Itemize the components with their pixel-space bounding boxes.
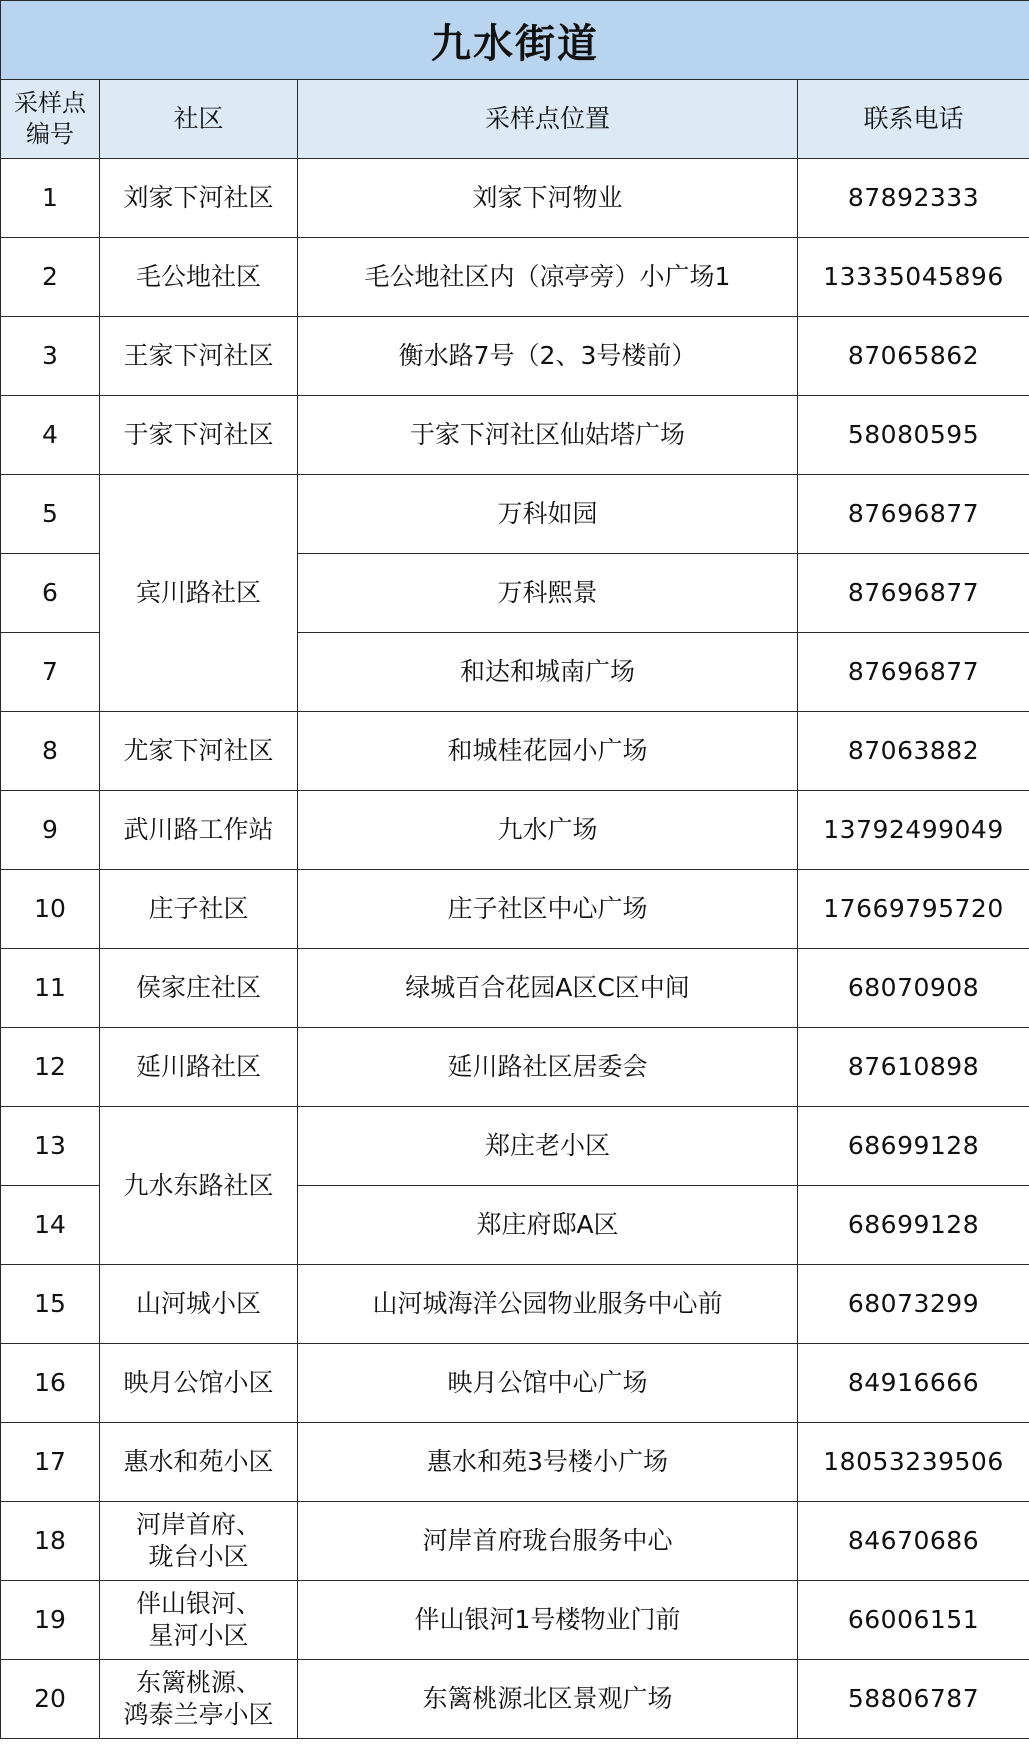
cell-community: 武川路工作站 bbox=[100, 791, 298, 870]
cell-community: 延川路社区 bbox=[100, 1028, 298, 1107]
table-row bbox=[1, 396, 1029, 475]
cell-location: 庄子社区中心广场 bbox=[298, 870, 798, 949]
cell-location: 东篱桃源北区景观广场 bbox=[298, 1660, 798, 1739]
cell-no: 1 bbox=[1, 159, 100, 238]
table-row bbox=[1, 712, 1029, 791]
cell-community: 山河城小区 bbox=[100, 1265, 298, 1344]
cell-phone: 13792499049 bbox=[798, 791, 1029, 870]
cell-phone: 68699128 bbox=[798, 1107, 1029, 1186]
cell-no: 3 bbox=[1, 317, 100, 396]
cell-location: 毛公地社区内（凉亭旁）小广场1 bbox=[298, 238, 798, 317]
table-row bbox=[1, 159, 1029, 238]
cell-no: 2 bbox=[1, 238, 100, 317]
header-location: 采样点位置 bbox=[298, 80, 798, 159]
cell-location: 万科熙景 bbox=[298, 554, 798, 633]
cell-no: 12 bbox=[1, 1028, 100, 1107]
cell-community: 侯家庄社区 bbox=[100, 949, 298, 1028]
cell-phone: 87892333 bbox=[798, 159, 1029, 238]
cell-phone: 87610898 bbox=[798, 1028, 1029, 1107]
cell-no: 19 bbox=[1, 1581, 100, 1660]
cell-no: 15 bbox=[1, 1265, 100, 1344]
cell-community: 映月公馆小区 bbox=[100, 1344, 298, 1423]
cell-phone: 58806787 bbox=[798, 1660, 1029, 1739]
title-row bbox=[1, 1, 1029, 80]
cell-community: 庄子社区 bbox=[100, 870, 298, 949]
cell-location: 万科如园 bbox=[298, 475, 798, 554]
cell-no: 17 bbox=[1, 1423, 100, 1502]
cell-location: 惠水和苑3号楼小广场 bbox=[298, 1423, 798, 1502]
table-row bbox=[1, 791, 1029, 870]
cell-phone: 87696877 bbox=[798, 475, 1029, 554]
cell-location: 郑庄老小区 bbox=[298, 1107, 798, 1186]
cell-location: 于家下河社区仙姑塔广场 bbox=[298, 396, 798, 475]
header-community: 社区 bbox=[100, 80, 298, 159]
table-row bbox=[1, 475, 1029, 554]
cell-location: 延川路社区居委会 bbox=[298, 1028, 798, 1107]
cell-community: 于家下河社区 bbox=[100, 396, 298, 475]
table-row bbox=[1, 1660, 1029, 1739]
header-row bbox=[1, 80, 1029, 159]
cell-no: 13 bbox=[1, 1107, 100, 1186]
cell-community: 九水东路社区 bbox=[100, 1107, 298, 1265]
cell-location: 刘家下河物业 bbox=[298, 159, 798, 238]
header-no-text: 采样点 编号 bbox=[14, 89, 86, 148]
cell-location: 和城桂花园小广场 bbox=[298, 712, 798, 791]
cell-phone: 18053239506 bbox=[798, 1423, 1029, 1502]
cell-no: 6 bbox=[1, 554, 100, 633]
cell-community: 宾川路社区 bbox=[100, 475, 298, 712]
cell-phone: 66006151 bbox=[798, 1581, 1029, 1660]
cell-phone: 87696877 bbox=[798, 554, 1029, 633]
table-title: 九水街道 bbox=[1, 1, 1029, 80]
cell-community: 伴山银河、 星河小区 bbox=[100, 1581, 298, 1660]
table-row bbox=[1, 1423, 1029, 1502]
cell-location: 绿城百合花园A区C区中间 bbox=[298, 949, 798, 1028]
table-row bbox=[1, 1502, 1029, 1581]
cell-phone: 17669795720 bbox=[798, 870, 1029, 949]
header-phone: 联系电话 bbox=[798, 80, 1029, 159]
cell-phone: 87696877 bbox=[798, 633, 1029, 712]
table-row bbox=[1, 1107, 1029, 1186]
cell-no: 9 bbox=[1, 791, 100, 870]
table-row bbox=[1, 238, 1029, 317]
cell-community: 刘家下河社区 bbox=[100, 159, 298, 238]
table-row bbox=[1, 870, 1029, 949]
cell-location: 和达和城南广场 bbox=[298, 633, 798, 712]
cell-phone: 84916666 bbox=[798, 1344, 1029, 1423]
cell-no: 5 bbox=[1, 475, 100, 554]
cell-no: 10 bbox=[1, 870, 100, 949]
cell-phone: 84670686 bbox=[798, 1502, 1029, 1581]
table-row bbox=[1, 1581, 1029, 1660]
cell-community: 河岸首府、 珑台小区 bbox=[100, 1502, 298, 1581]
cell-location: 山河城海洋公园物业服务中心前 bbox=[298, 1265, 798, 1344]
cell-location: 伴山银河1号楼物业门前 bbox=[298, 1581, 798, 1660]
cell-no: 11 bbox=[1, 949, 100, 1028]
cell-phone: 58080595 bbox=[798, 396, 1029, 475]
cell-phone: 13335045896 bbox=[798, 238, 1029, 317]
header-no bbox=[1, 80, 100, 159]
cell-phone: 68699128 bbox=[798, 1186, 1029, 1265]
cell-no: 18 bbox=[1, 1502, 100, 1581]
cell-phone: 68073299 bbox=[798, 1265, 1029, 1344]
cell-community: 东篱桃源、 鸿泰兰亭小区 bbox=[100, 1660, 298, 1739]
table-row bbox=[1, 1028, 1029, 1107]
cell-location: 九水广场 bbox=[298, 791, 798, 870]
cell-no: 14 bbox=[1, 1186, 100, 1265]
cell-no: 16 bbox=[1, 1344, 100, 1423]
cell-phone: 68070908 bbox=[798, 949, 1029, 1028]
cell-community: 毛公地社区 bbox=[100, 238, 298, 317]
table-body bbox=[1, 159, 1029, 1739]
cell-no: 8 bbox=[1, 712, 100, 791]
cell-location: 郑庄府邸A区 bbox=[298, 1186, 798, 1265]
cell-phone: 87065862 bbox=[798, 317, 1029, 396]
table-row bbox=[1, 1265, 1029, 1344]
cell-community: 尤家下河社区 bbox=[100, 712, 298, 791]
cell-community: 王家下河社区 bbox=[100, 317, 298, 396]
cell-community: 惠水和苑小区 bbox=[100, 1423, 298, 1502]
cell-location: 映月公馆中心广场 bbox=[298, 1344, 798, 1423]
cell-no: 20 bbox=[1, 1660, 100, 1739]
cell-location: 衡水路7号（2、3号楼前） bbox=[298, 317, 798, 396]
table-row bbox=[1, 317, 1029, 396]
cell-no: 4 bbox=[1, 396, 100, 475]
cell-phone: 87063882 bbox=[798, 712, 1029, 791]
table-row bbox=[1, 949, 1029, 1028]
table-row bbox=[1, 1344, 1029, 1423]
cell-no: 7 bbox=[1, 633, 100, 712]
cell-location: 河岸首府珑台服务中心 bbox=[298, 1502, 798, 1581]
